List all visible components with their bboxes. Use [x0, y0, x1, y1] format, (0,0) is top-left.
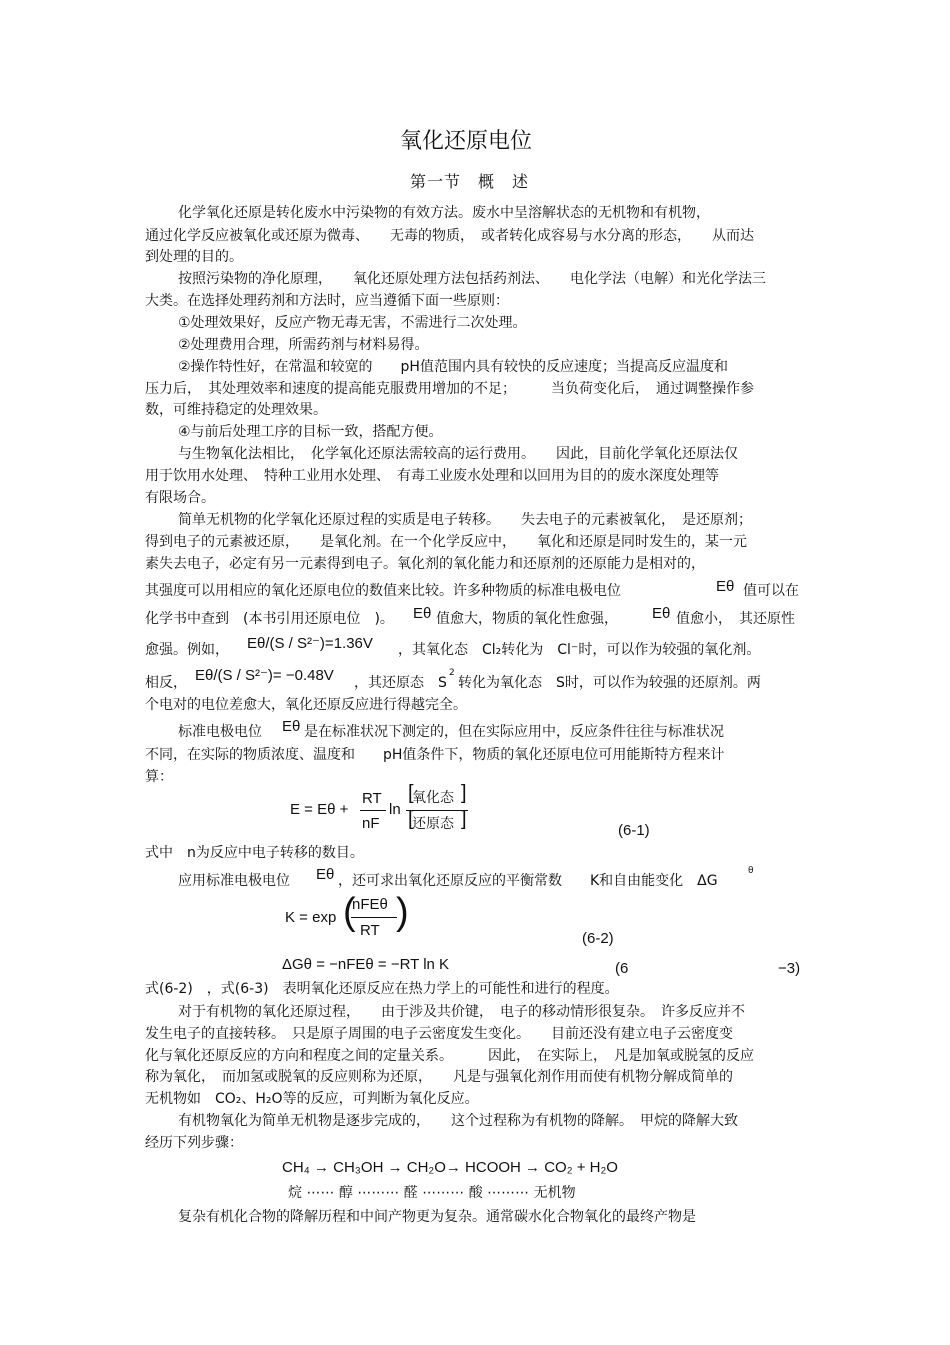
superscript-2: 2 [449, 668, 455, 678]
paragraph-line: 得到电子的元素被还原， 是氧化剂。在一个化学反应中， 氧化和还原是同时发生的，某一元 [145, 534, 747, 550]
nernst-lhs: E = Eθ + [290, 801, 349, 818]
e-theta-symbol: Eθ [282, 718, 301, 735]
paragraph-line: 应用标准电极电位 [178, 873, 290, 889]
paragraph-line: 其强度可以用相应的氧化还原电位的数值来比较。许多种物质的标准电极电位 [145, 583, 621, 599]
paragraph-line: 数，可维持稳定的处理效果。 [145, 402, 327, 418]
potential-formula-1: Eθ/(S / S²⁻)=1.36V [247, 635, 373, 652]
paragraph-line: 式中 n为反应中电子转移的数目。 [145, 845, 364, 861]
equation-number: (6-2) [582, 930, 614, 947]
paragraph-line: 称为氧化， 而加氢或脱氧的反应则称为还原， 凡是与强氧化剂作用而使有机物分解成简单的 [145, 1069, 733, 1085]
paren-right: ) [396, 891, 409, 933]
principle-item: ②操作特性好，在常温和较宽的 pH值范围内具有较快的反应速度；当提高反应温度和 [178, 359, 728, 375]
paragraph-line: 发生电子的直接转移。 只是原子周围的电子云密度发生变化。 目前还没有建立电子云密度变 [145, 1026, 733, 1042]
nernst-numerator: RT [362, 790, 382, 807]
e-theta-symbol: Eθ [413, 605, 432, 622]
paragraph-line: 愈强。例如， [145, 642, 229, 658]
paragraph-line: 简单无机物的化学氧化还原过程的实质是电子转移。 失去电子的元素被氧化， 是还原剂； [178, 512, 752, 528]
paragraph-line: 不同，在实际的物质浓度、温度和 pH值条件下，物质的氧化还原电位可用能斯特方程来计 [145, 747, 725, 763]
compound-class-chain: 烷 ⋯⋯ 醇 ⋯⋯⋯ 醛 ⋯⋯⋯ 酸 ⋯⋯⋯ 无机物 [288, 1185, 576, 1201]
paragraph-line: 大类。在选择处理药剂和方法时，应当遵循下面一些原则： [145, 293, 509, 309]
k-denominator: RT [360, 922, 380, 939]
paragraph-line: 值愈小， 其还原性 [676, 611, 795, 627]
gibbs-equation: ΔGθ = −nFEθ = −RT ln K [282, 956, 450, 973]
fraction-bar [360, 810, 386, 811]
paragraph-line: 素失去电子，必定有另一元素得到电子。氧化剂的氧化能力和还原剂的还原能力是相对的， [145, 556, 705, 572]
bracket-left: [ [408, 782, 414, 804]
paragraph-line: 式(6-2) ，式(6-3) 表明氧化还原反应在热力学上的可能性和进行的程度。 [145, 981, 619, 997]
paragraph-line: 值可以在 [743, 583, 799, 599]
paragraph-line: 经历下列步骤： [145, 1135, 243, 1151]
paragraph-line: 到处理的目的。 [145, 249, 243, 265]
e-theta-symbol: Eθ [652, 605, 671, 622]
k-numerator: nFEθ [352, 896, 388, 913]
paragraph-line: ，还可求出氧化还原反应的平衡常数 K和自由能变化 ΔG [338, 873, 718, 889]
fraction-bar [351, 917, 397, 918]
paragraph-line: 通过化学反应被氧化或还原为微毒、 无毒的物质， 或者转化成容易与水分离的形态， 从而达 [145, 228, 754, 244]
k-lhs: K = exp [285, 909, 337, 926]
paragraph-line: 转化为氧化态 S时，可以作为较强的还原剂。两 [458, 675, 761, 691]
methane-degradation-chain: CH₄ → CH₃OH → CH₂O→ HCOOH → CO₂ + H₂O [282, 1159, 618, 1176]
principle-item: ②处理费用合理，所需药剂与材料易得。 [178, 337, 429, 353]
paragraph-line: 标准电极电位 [178, 724, 262, 740]
bracket-left: [ [408, 808, 414, 830]
paragraph-line: 有限场合。 [145, 490, 215, 506]
paren-left: ( [343, 891, 356, 933]
paragraph-line: 用于饮用水处理、 特种工业用水处理、 有毒工业废水处理和以回用为目的的废水深度处理等 [145, 468, 719, 484]
paragraph-line: 值愈大，物质的氧化性愈强， [436, 611, 618, 627]
paragraph-line: 化学书中查到 (本书引用还原电位 )。 [145, 611, 394, 627]
paragraph-line: 压力后， 其处理效率和速度的提高能克服费用增加的不足； 当负荷变化后， 通过调整操作参 [145, 381, 754, 397]
paragraph-line: 相反， [145, 675, 187, 691]
principle-item: ①处理效果好，反应产物无毒无害，不需进行二次处理。 [178, 315, 527, 331]
fraction-bar [406, 810, 468, 811]
e-theta-symbol: Eθ [316, 866, 335, 883]
paragraph-line: 与生物氧化法相比， 化学氧化还原法需较高的运行费用。 因此，目前化学氧化还原法仅 [178, 446, 738, 462]
principle-item: ④与前后处理工序的目标一致，搭配方便。 [178, 424, 443, 440]
nernst-denominator: nF [362, 815, 380, 832]
nernst-ln: ln [389, 801, 401, 818]
paragraph-line: 有机物氧化为简单无机物是逐步完成的， 这个过程称为有机物的降解。 甲烷的降解大致 [178, 1113, 738, 1129]
section-heading: 第一节 概 述 [410, 172, 530, 191]
paragraph-line: 按照污染物的净化原理， 氧化还原处理方法包括药剂法、 电化学法（电解）和光化学法三 [178, 271, 766, 287]
equation-number-end: −3) [778, 960, 801, 977]
paragraph-line: ，其还原态 S [354, 675, 447, 691]
page-title: 氧化还原电位 [400, 129, 533, 154]
paragraph-line: 算： [145, 769, 173, 785]
paragraph-line: 个电对的电位差愈大，氧化还原反应进行得越完全。 [145, 697, 467, 713]
paragraph-line: 化学氧化还原是转化废水中污染物的有效方法。废水中呈溶解状态的无机物和有机物， [178, 205, 710, 221]
equation-number: (6-1) [618, 822, 650, 839]
bracket-right: ] [461, 808, 467, 830]
equation-number: (6 [615, 960, 629, 977]
paragraph-line: 对于有机物的氧化还原过程， 由于涉及共价键， 电子的移动情形很复杂。 许多反应并不 [178, 1004, 745, 1020]
paragraph-line: 化与氧化还原反应的方向和程度之间的定量关系。 因此， 在实际上， 凡是加氧或脱氢的反应 [145, 1048, 754, 1064]
potential-formula-2: Eθ/(S / S²⁻)= −0.48V [195, 667, 334, 684]
bracket-right: ] [461, 782, 467, 804]
degree-sign: θ [748, 866, 754, 876]
oxidized-state: 氧化态 [412, 790, 454, 806]
paragraph-line: 是在标准状况下测定的，但在实际应用中，反应条件往往与标准状况 [304, 724, 724, 740]
e-theta-symbol: Eθ [716, 578, 735, 595]
paragraph-line: 复杂有机化合物的降解历程和中间产物更为复杂。通常碳水化合物氧化的最终产物是 [178, 1209, 696, 1225]
paragraph-line: 无机物如 CO₂、H₂O等的反应，可判断为氧化反应。 [145, 1091, 479, 1107]
paragraph-line: ，其氧化态 Cl₂转化为 Cl⁻时，可以作为较强的氧化剂。 [398, 642, 761, 658]
reduced-state: 还原态 [412, 816, 454, 832]
